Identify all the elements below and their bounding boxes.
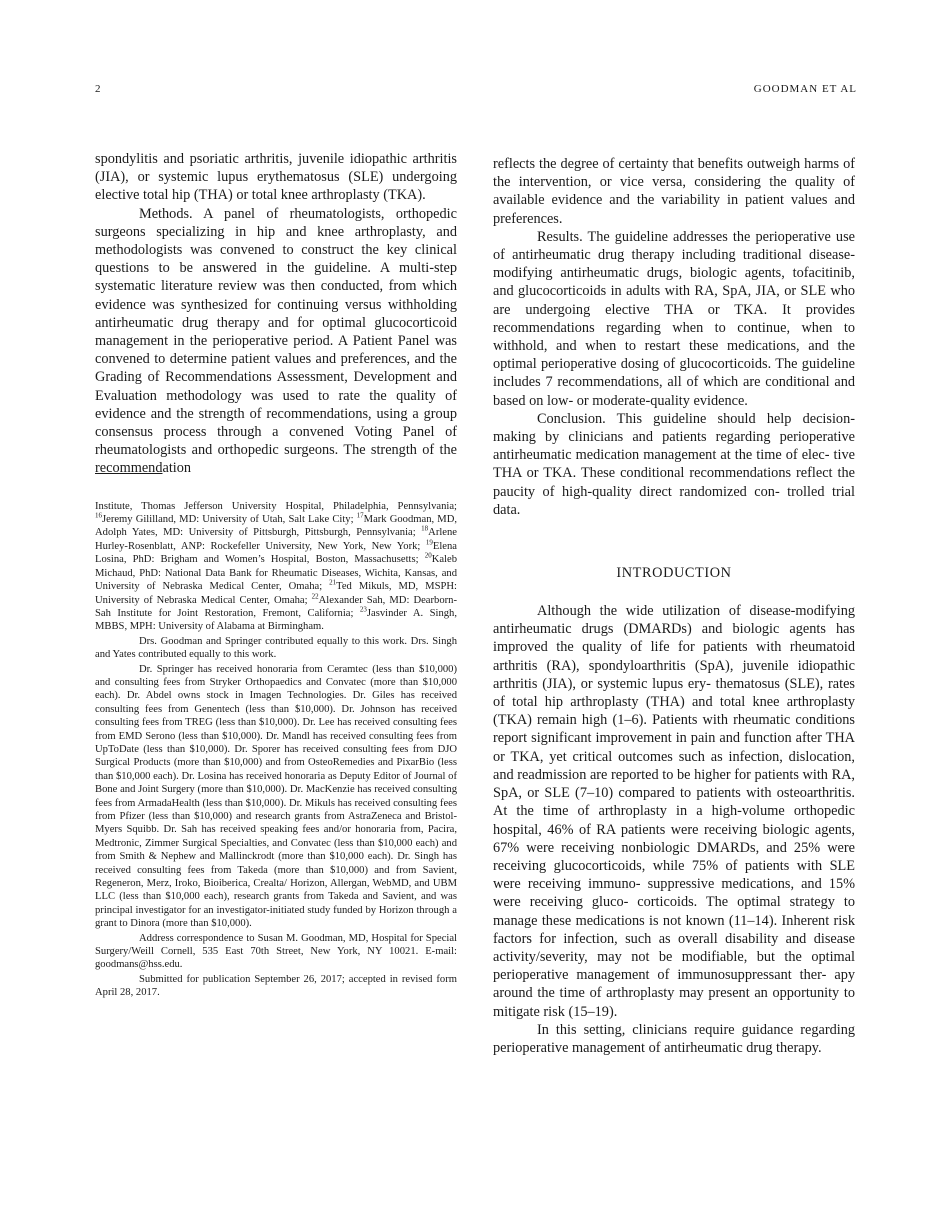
right-column [493, 155, 855, 1057]
abstract-conclusion: Conclusion. This guideline should help decision-making by clinicians and patients regarding perioperative antirheumatic medication management at the time of elec- tive THA or TKA. These conditional recommendations reflect the paucity of high-quality direct randomized con- trolled trial data. [493, 410, 855, 518]
abstract-methods [95, 205, 457, 478]
methods-text: Methods. A panel of rheumatologists, orthopedic surgeons specializing in hip and knee arthroplasty, and methodologists was convened to construct the key clinical questions to be answered in the guideline. A multi-step systematic literature review was then conducted, from which evidence was synthesized for continuing versus withholding antirheumatic drug therapy and for optimal glucocorticoid management in the perioperative period. A Patient Panel was convened to determine patient values and preferences, and the Grading of Recommendations Assessment, Development and Evaluation methodology was used to rate the quality of evidence and the strength of recommendations, using a group consensus process through a convened Voting Panel of rheumatologists and orthopedic surgeons. The strength of the [95, 205, 457, 459]
running-head-authors: GOODMAN ET AL [753, 83, 857, 95]
disclosures-note: Dr. Springer has received honoraria from Ceramtec (less than $10,000) and consulting fees from Stryker Orthopaedics and Convatec (more than $10,000 each). Dr. Abdel owns stock in Imagen Technologies. Dr. Giles has received consulting fees from Genentech (less than $10,000). Dr. Johnson has received consulting fees from TREG (less than $10,000). Dr. Lee has received consulting fees from EMD Serono (less than $10,000). Dr. Mandl has received consulting fees from UpToDate (less than $10,000). Dr. Sporer has received consulting fees from DJO Surgical Products (more than $10,000) and from OsteoRemedies and PixarBio (less than $10,000 each). Dr. Losina has received honoraria as Deputy Editor of Journal of Bone and Joint Surgery (more than $10,000). Dr. MacKenzie has received consulting fees from ArmadaHealth (less than $10,000). Dr. Mikuls has received consulting fees from Pfizer (less than $10,000) and research grants from AstraZeneca and Bristol-Myers Squibb. Dr. Sah has received speaking fees and/or honoraria from, Pacira, Medtronic, Zimmer Surgical Specialties, and Convatec (less than $10,000 each) and from Smith & Nephew and Mallinckrodt (more than $10,000 each). Dr. Singh has received consulting fees from Takeda (more than $10,000) and from Savient, Regeneron, Merz, Iroko, Bioiberica, Crealta/ Horizon, Allergan, WebMD, and UBM LLC (less than $10,000 each), research grants from Takeda and Savient, and was principal investigator for an investigator-initiated study funded by Horizon through a grant to Dinora (more than $10,000). [95, 663, 457, 930]
footnotes [95, 500, 457, 1000]
abstract-methods-continuation: reflects the degree of certainty that benefits outweigh harms of the intervention, or vice versa, considering the quality of available evidence and the variability in patient values and preferences. [493, 156, 855, 227]
correspondence-note: Address correspondence to Susan M. Goodman, MD, Hospital for Special Surgery/Weill Cornell, 535 East 70th Street, New York, NY 10021. E-mail: goodmans@hss.edu. [95, 932, 457, 971]
abstract-continuation: spondylitis and psoriatic arthritis, juvenile idiopathic arthritis (JIA), or systemic lupus erythematosus (SLE) undergoing elective total hip (THA) or total knee arthroplasty (TKA). [95, 151, 457, 204]
page-number: 2 [95, 83, 102, 95]
affiliations: Institute, Thomas Jefferson University Hospital, Philadelphia, Pennsylvania; $^{16}$Jeremy Gililland, MD: University of Utah, Salt Lake City; $^{17}$Mark Goodman, MD, Adolph Yates, MD: University of Pittsburgh, Pittsburgh, Pennsylvania; $^{18}$Arlene Hurley-Rosenblatt, ANP: Rockefeller University, New York, New York; $^{19}$Elena Losina, PhD: Brigham and Women’s Hospital, Boston, Massachusetts; $^{20}$Kaleb Michaud, PhD: National Data Bank for Rheumatic Diseases, Wichita, Kansas, and University of Nebraska Medical Center, Omaha; $^{21}$Ted Mikuls, MD, MSPH: University of Nebraska Medical Center, Omaha; $^{22}$Alexander Sah, MD: Dearborn-Sah Institute for Joint Restoration, Fremont, California; $^{23}$Jasvinder A. Singh, MBBS, MPH: University of Alabama at Birmingham. [95, 500, 457, 633]
contributions-note: Drs. Goodman and Springer contributed equally to this work. Drs. Singh and Yates contributed equally to this work. [95, 635, 457, 661]
methods-tail: ation [162, 460, 192, 477]
left-column [95, 150, 457, 1001]
introduction-paragraph-1: Although the wide utilization of disease-modifying antirheumatic drugs (DMARDs) and biologic agents has improved the quality of life for patients with rheumatoid arthritis (RA), spondyloarthritis (SpA), juvenile idiopathic arthritis (JIA), or systemic lupus ery- thematosus (SLE), rates of total hip arthroplasty (THA) and total knee arthroplasty (TKA) remain high (1–6). Patients with rheumatic conditions report significant improvement in pain and function after THA or TKA, yet critical outcomes such as infection, dislocation, and readmission are reported to be higher for patients with RA, SpA, or SLE (7–10) compared to patients with osteoarthritis. At the time of arthroplasty in a high-volume orthopedic hospital, 46% of RA patients were receiving biologic agents, 67% were receiving nonbiologic DMARDs, and 25% were receiving glucocorticoids, while 75% of patients with SLE were receiving immuno- suppressive medications, and 15% were receiving gluco- corticoids. The optimal strategy to manage these medications is not known (11–14). Inherent risk factors for infection, such as overall disability and disease activity/severity, may not be modifiable, but the optimal perioperative management of immunosuppressant ther- apy around the time of arthroplasty may present an opportunity to mitigate risk (15–19). [493, 603, 855, 1020]
submission-note: Submitted for publication September 26, 2017; accepted in revised form April 28, 2017. [95, 973, 457, 999]
abstract-results: Results. The guideline addresses the perioperative use of antirheumatic drug therapy including traditional disease-modifying antirheumatic drugs, biologic agents, tofacitinib, and glucocorticoids in adults with RA, SpA, JIA, or SLE who are undergoing elective THA or TKA. It provides recommendations regarding when to continue, when to withhold, and when to restart these medications, and the optimal perioperative dosing of glucocorticoids. The guideline includes 7 recommendations, all of which are conditional and based on low- or moderate-quality evidence. [493, 228, 855, 409]
section-heading-introduction: INTRODUCTION [616, 565, 732, 582]
methods-tail-underlined: recommend [95, 460, 163, 477]
introduction-paragraph-2: In this setting, clinicians require guidance regarding perioperative management of antirheumatic drug therapy. [493, 1021, 855, 1056]
